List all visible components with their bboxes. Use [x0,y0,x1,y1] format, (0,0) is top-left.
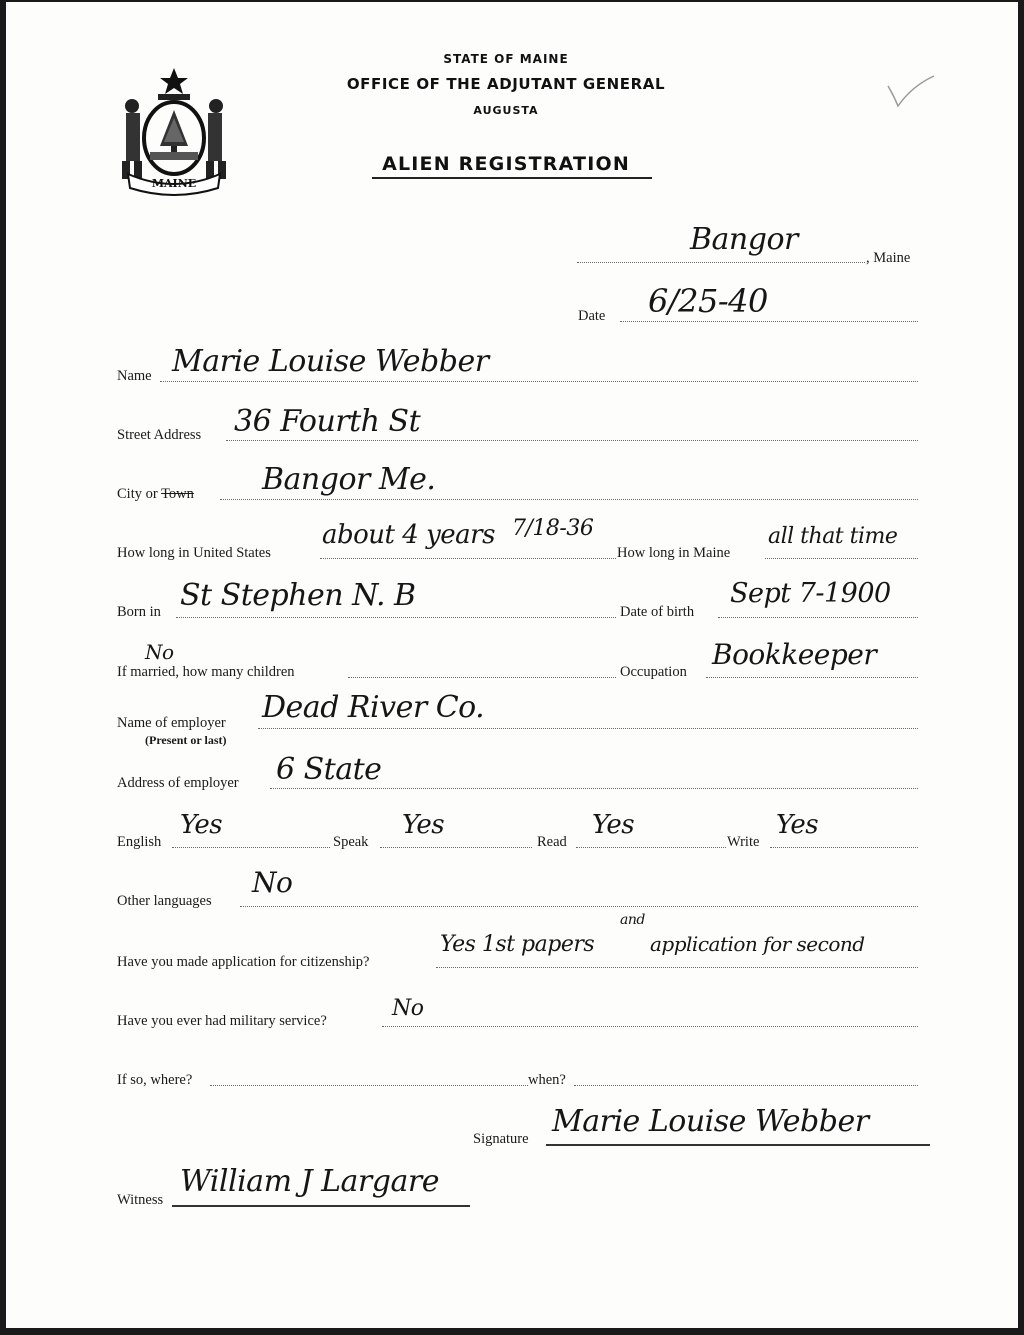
city-label [117,486,194,503]
when-field-line [574,1085,918,1086]
form-title: ALIEN REGISTRATION [382,153,630,175]
employer-label: Name of employer [117,715,226,731]
citizenship-value-second: application for second [650,932,865,956]
us-duration-value: about 4 years [322,520,495,550]
write-value: Yes [776,810,819,840]
street-address-field-line [226,440,918,441]
date-of-birth-field-line [718,617,918,618]
witness-value: William J Largare [180,1164,439,1199]
city-value: Bangor Me. [262,462,436,497]
born-in-value: St Stephen N. B [180,578,416,613]
maine-duration-label: How long in Maine [617,545,731,561]
header-city: AUGUSTA [473,104,539,117]
us-arrival-date: 7/18-36 [512,516,594,541]
occupation-value: Bookkeeper [712,638,877,671]
born-in-field-line [176,617,616,618]
name-label: Name [117,368,152,384]
other-languages-value: No [252,866,293,899]
city-label-a: City or [117,486,158,502]
write-field-line [770,847,918,848]
date-field-line [620,321,918,322]
seal-banner-text: MAINE [151,177,197,190]
employer-address-value: 6 State [276,752,382,787]
header-office: OFFICE OF THE ADJUTANT GENERAL [346,75,666,93]
read-label: Read [537,834,567,850]
children-label: If married, how many children [117,664,295,680]
witness-line [172,1205,470,1207]
write-label: Write [727,834,760,850]
us-duration-field-line [320,558,616,559]
employer-address-label: Address of employer [117,775,239,791]
header-state: STATE OF MAINE [443,52,569,66]
speak-value: Yes [402,810,445,840]
title-underline [372,177,652,179]
other-languages-field-line [240,906,918,907]
citizenship-value: Yes 1st papers [440,932,595,957]
signature-line [546,1144,930,1146]
where-field-line [210,1085,528,1086]
speak-label: Speak [333,834,369,850]
witness-label: Witness [117,1192,164,1208]
place-value: Bangor [690,222,798,257]
signature-value: Marie Louise Webber [552,1104,869,1139]
other-languages-label: Other languages [117,893,212,909]
maine-duration-field-line [765,558,918,559]
citizenship-label: Have you made application for citizenship? [117,954,370,970]
place-field-line [577,262,865,263]
read-field-line [576,847,726,848]
date-value: 6/25-40 [648,282,768,320]
date-of-birth-value: Sept 7-1900 [730,578,891,609]
street-address-label: Street Address [117,427,202,443]
signature-label: Signature [473,1131,529,1147]
english-label: English [117,834,162,850]
employer-address-field-line [270,788,918,789]
citizenship-insert: and [620,912,645,928]
employer-value: Dead River Co. [262,690,485,725]
name-value: Marie Louise Webber [172,344,489,379]
name-field-line [160,381,918,382]
occupation-field-line [706,677,918,678]
military-field-line [382,1026,918,1027]
employer-sublabel: (Present or last) [145,733,227,747]
children-field-line [348,677,616,678]
military-label: Have you ever had military service? [117,1013,327,1029]
citizenship-field-line [436,967,918,968]
us-duration-label: How long in United States [117,545,271,561]
maine-duration-value: all that time [768,524,898,549]
occupation-label: Occupation [620,664,687,680]
city-field-line [220,499,918,500]
english-value: Yes [180,810,223,840]
city-label-b: Town [161,486,194,502]
read-value: Yes [592,810,635,840]
street-address-value: 36 Fourth St [234,404,421,439]
english-field-line [172,847,330,848]
where-label: If so, where? [117,1072,193,1088]
place-label: , Maine [866,250,911,266]
when-label: when? [528,1072,566,1088]
employer-field-line [258,728,918,729]
date-of-birth-label: Date of birth [620,604,695,620]
military-value: No [392,996,424,1021]
born-in-label: Born in [117,604,161,620]
children-value: No [145,640,174,664]
date-label: Date [578,308,606,324]
speak-field-line [380,847,532,848]
